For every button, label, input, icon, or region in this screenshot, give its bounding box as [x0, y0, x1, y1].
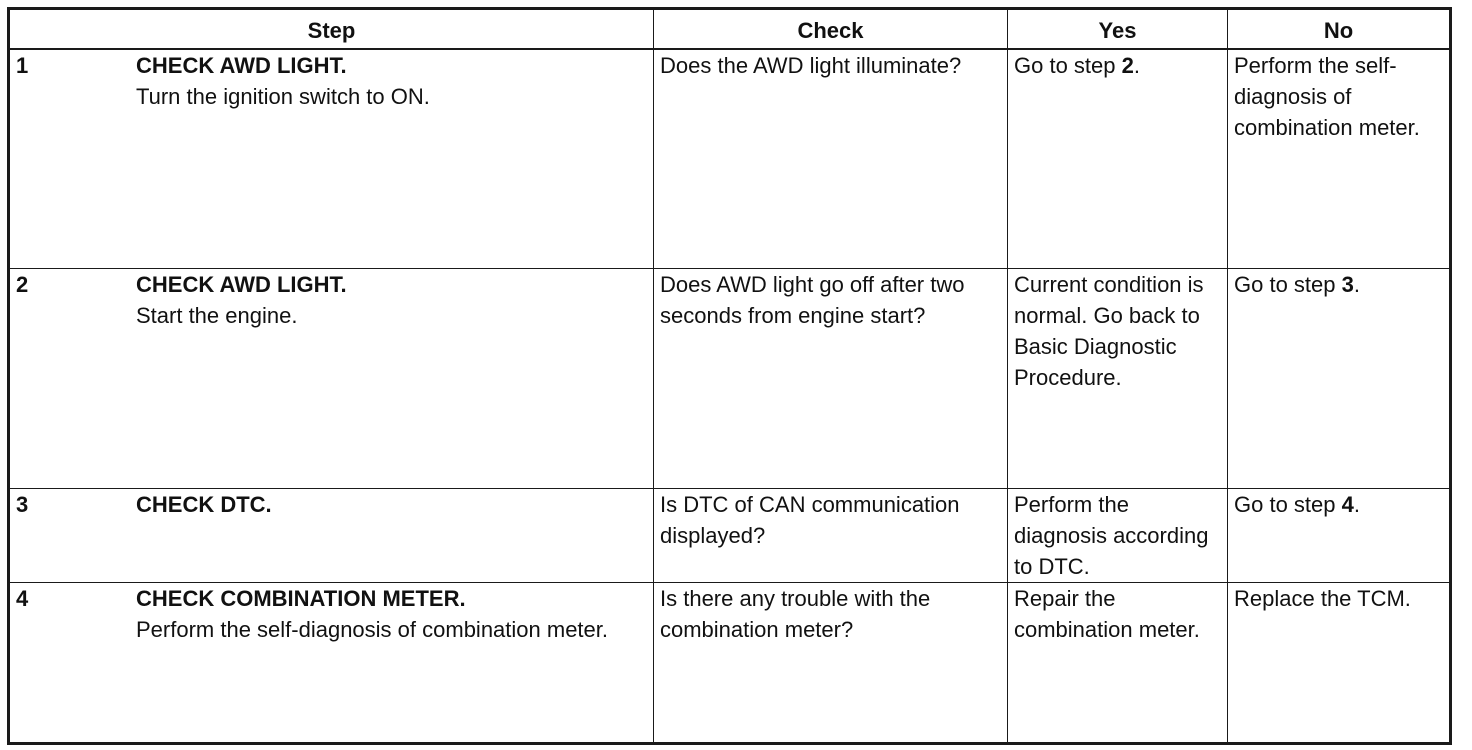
- step-title: CHECK DTC.: [136, 491, 272, 517]
- step-title: CHECK AWD LIGHT.: [136, 271, 347, 297]
- header-check: Check: [654, 9, 1008, 50]
- no-step-ref: 4: [1341, 491, 1354, 517]
- table-row: [9, 268, 1451, 488]
- step-cell: [9, 268, 654, 488]
- no-text: Perform the self-diagnosis of combination meter.: [1234, 53, 1420, 140]
- step-number: 2: [16, 271, 29, 297]
- table-row: [9, 49, 1451, 268]
- header-no: No: [1228, 9, 1451, 50]
- no-text: Go to step: [1234, 271, 1342, 297]
- no-text: Replace the TCM.: [1234, 585, 1411, 611]
- step-title: CHECK AWD LIGHT.: [136, 53, 347, 78]
- step-title: CHECK COMBINATION METER.: [136, 585, 466, 611]
- yes-text: Go to step: [1014, 53, 1122, 78]
- yes-cell: [1008, 49, 1228, 268]
- yes-step-ref: 2: [1121, 53, 1134, 78]
- check-cell: Is DTC of CAN communication displayed?: [654, 488, 1008, 582]
- no-cell: [1228, 268, 1451, 488]
- yes-text: Perform the diagnosis according to DTC.: [1014, 491, 1209, 579]
- step-body: [136, 50, 636, 112]
- no-text: Go to step: [1234, 491, 1342, 517]
- no-cell: [1228, 49, 1451, 268]
- yes-text: Current condition is normal. Go back to Basic Diagnostic Procedure.: [1014, 271, 1204, 390]
- step-description: Perform the self-diagnosis of combination meter.: [136, 616, 609, 642]
- check-cell: Does the AWD light illuminate?: [654, 49, 1008, 268]
- yes-cell: [1008, 582, 1228, 743]
- no-cell: [1228, 582, 1451, 743]
- step-number: 4: [16, 585, 29, 611]
- check-cell: Is there any trouble with the combination meter?: [654, 582, 1008, 743]
- step-cell: [9, 49, 654, 268]
- diagnostic-table: [7, 7, 1452, 745]
- step-cell: [9, 582, 654, 743]
- step-number: 1: [16, 53, 29, 78]
- header-yes: Yes: [1008, 9, 1228, 50]
- step-cell: [9, 488, 654, 582]
- step-description: Turn the ignition switch to ON.: [136, 84, 430, 109]
- check-cell: Does AWD light go off after two seconds from engine start?: [654, 268, 1008, 488]
- no-text-end: .: [1353, 271, 1360, 297]
- step-number: 3: [16, 491, 29, 517]
- yes-text: Repair the combination meter.: [1014, 585, 1200, 642]
- table-row: [9, 582, 1451, 743]
- yes-cell: [1008, 488, 1228, 582]
- yes-text-end: .: [1133, 53, 1140, 78]
- no-step-ref: 3: [1341, 271, 1354, 297]
- header-row: [9, 9, 1451, 50]
- no-text-end: .: [1353, 491, 1360, 517]
- step-body: [136, 269, 636, 331]
- step-description: Start the engine.: [136, 302, 298, 328]
- step-body: [136, 583, 636, 645]
- yes-cell: [1008, 268, 1228, 488]
- no-cell: [1228, 488, 1451, 582]
- header-step: Step: [9, 9, 654, 50]
- table-row: [9, 488, 1451, 582]
- step-body: [136, 489, 636, 520]
